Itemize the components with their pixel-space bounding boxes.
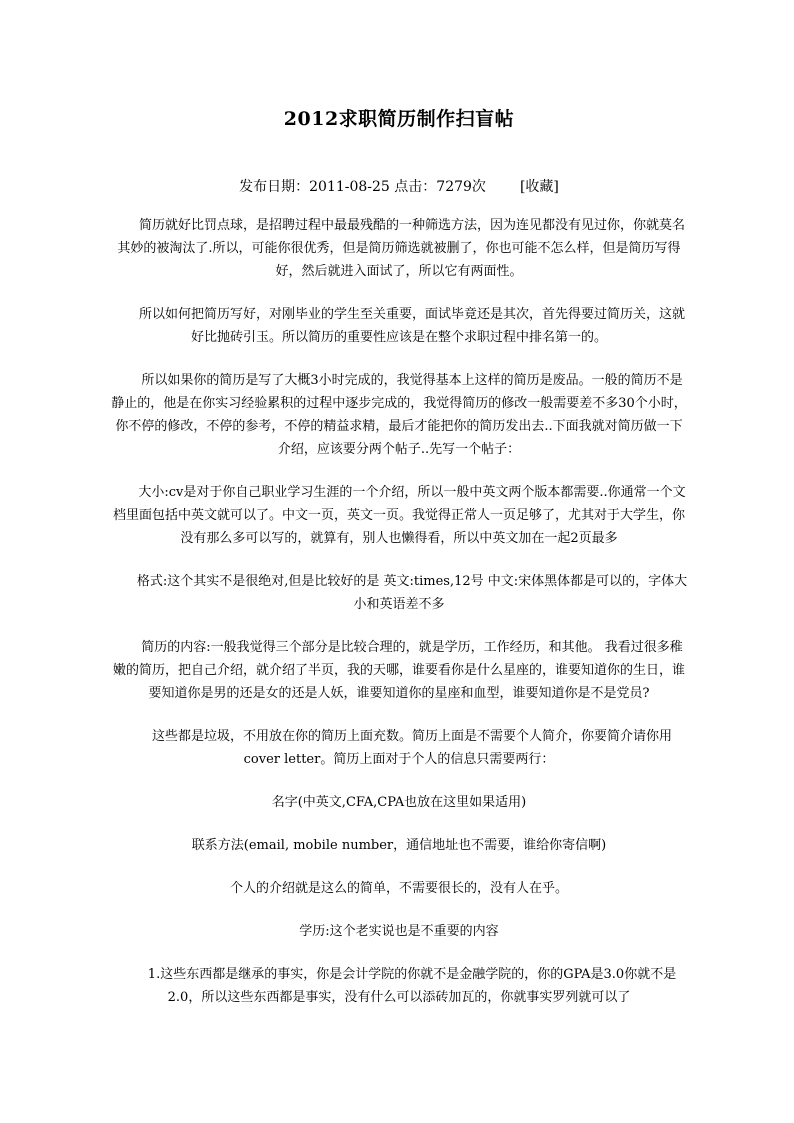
publish-date-and-clicks: 发布日期：2011-08-25 点击：7279次 (239, 179, 486, 195)
paragraph-intro: 简历就好比罚点球，是招聘过程中最最残酷的一种筛选方法，因为连见都没有见过你，你就莫名其妙的被淘汰了.所以，可能你很优秀，但是简历筛选就被删了，你也可能不怎么样，但是简历写得好，然后就进入面试了，所以它有两面性。 (117, 218, 685, 279)
post-meta (110, 177, 688, 197)
document-title: 2012求职简历制作扫盲帖 (283, 108, 515, 130)
article-body (110, 214, 688, 1009)
paragraph-content: 简历的内容:一般我觉得三个部分是比较合理的，就是学历，工作经历，和其他。 我看过很多稚嫩的简历，把自己介绍，就介绍了半页，我的天哪，谁要看你是什么星座的，谁要知道你的生日，谁要知道你是男的还是女的还是人妖，谁要知道你的星座和血型，谁要知道你是不是党员? (112, 640, 685, 701)
paragraph-intro-simple: 个人的介绍就是这么的简单，不需要很长的，没有人在乎。 (229, 881, 568, 896)
paragraph-name-line: 名字(中英文,CFA,CPA也放在这里如果适用) (271, 795, 527, 810)
paragraph-size: 大小:cv是对于你自己职业学习生涯的一个介绍，所以一般中英文两个版本都需要..你通常一个文档里面包括中英文就可以了。中文一页，英文一页。我觉得正常人一页足够了，尤其对于大学生，你没有那么多可以写的，就算有，别人也懒得看，所以中英文加在一起2页最多 (112, 485, 686, 546)
favorite-link[interactable]: [收藏] (519, 179, 559, 195)
paragraph-format: 格式:这个其实不是很绝对,但是比较好的是 英文:times,12号 中文:宋体黑体都是可以的，字体大小和英语差不多 (136, 574, 688, 612)
document-page (110, 0, 688, 1123)
paragraph-junk: 这些都是垃圾，不用放在你的简历上面充数。简历上面是不需要个人简介，你要简介请你用cover letter。简历上面对于个人的信息只需要两行： (151, 729, 672, 767)
paragraph-importance: 所以如何把简历写好，对刚毕业的学生至关重要，面试毕竟还是其次，首先得要过简历关，这就好比抛砖引玉。所以简历的重要性应该是在整个求职过程中排名第一的。 (138, 307, 685, 345)
paragraph-education-point-1: 1.这些东西都是继承的事实，你是会计学院的你就不是金融学院的，你的GPA是3.0你就不是2.0，所以这些东西都是事实，没有什么可以添砖加瓦的，你就事实罗列就可以了 (147, 967, 677, 1005)
paragraph-contact-line: 联系方法(email, mobile number，通信地址也不需要，谁给你寄信啊) (191, 838, 607, 853)
paragraph-education-heading: 学历:这个老实说也是不重要的内容 (299, 924, 499, 939)
paragraph-time-spent: 所以如果你的简历是写了大概3小时完成的，我觉得基本上这样的简历是废品。一般的简历不是静止的，他是在你实习经验累积的过程中逐步完成的，我觉得简历的修改一般需要差不多30个小时，你不停的修改，不停的参考，不停的精益求精，最后才能把你的简历发出去..下面我就对简历做一下介绍，应该要分两个帖子..先写一个帖子： (111, 373, 687, 457)
